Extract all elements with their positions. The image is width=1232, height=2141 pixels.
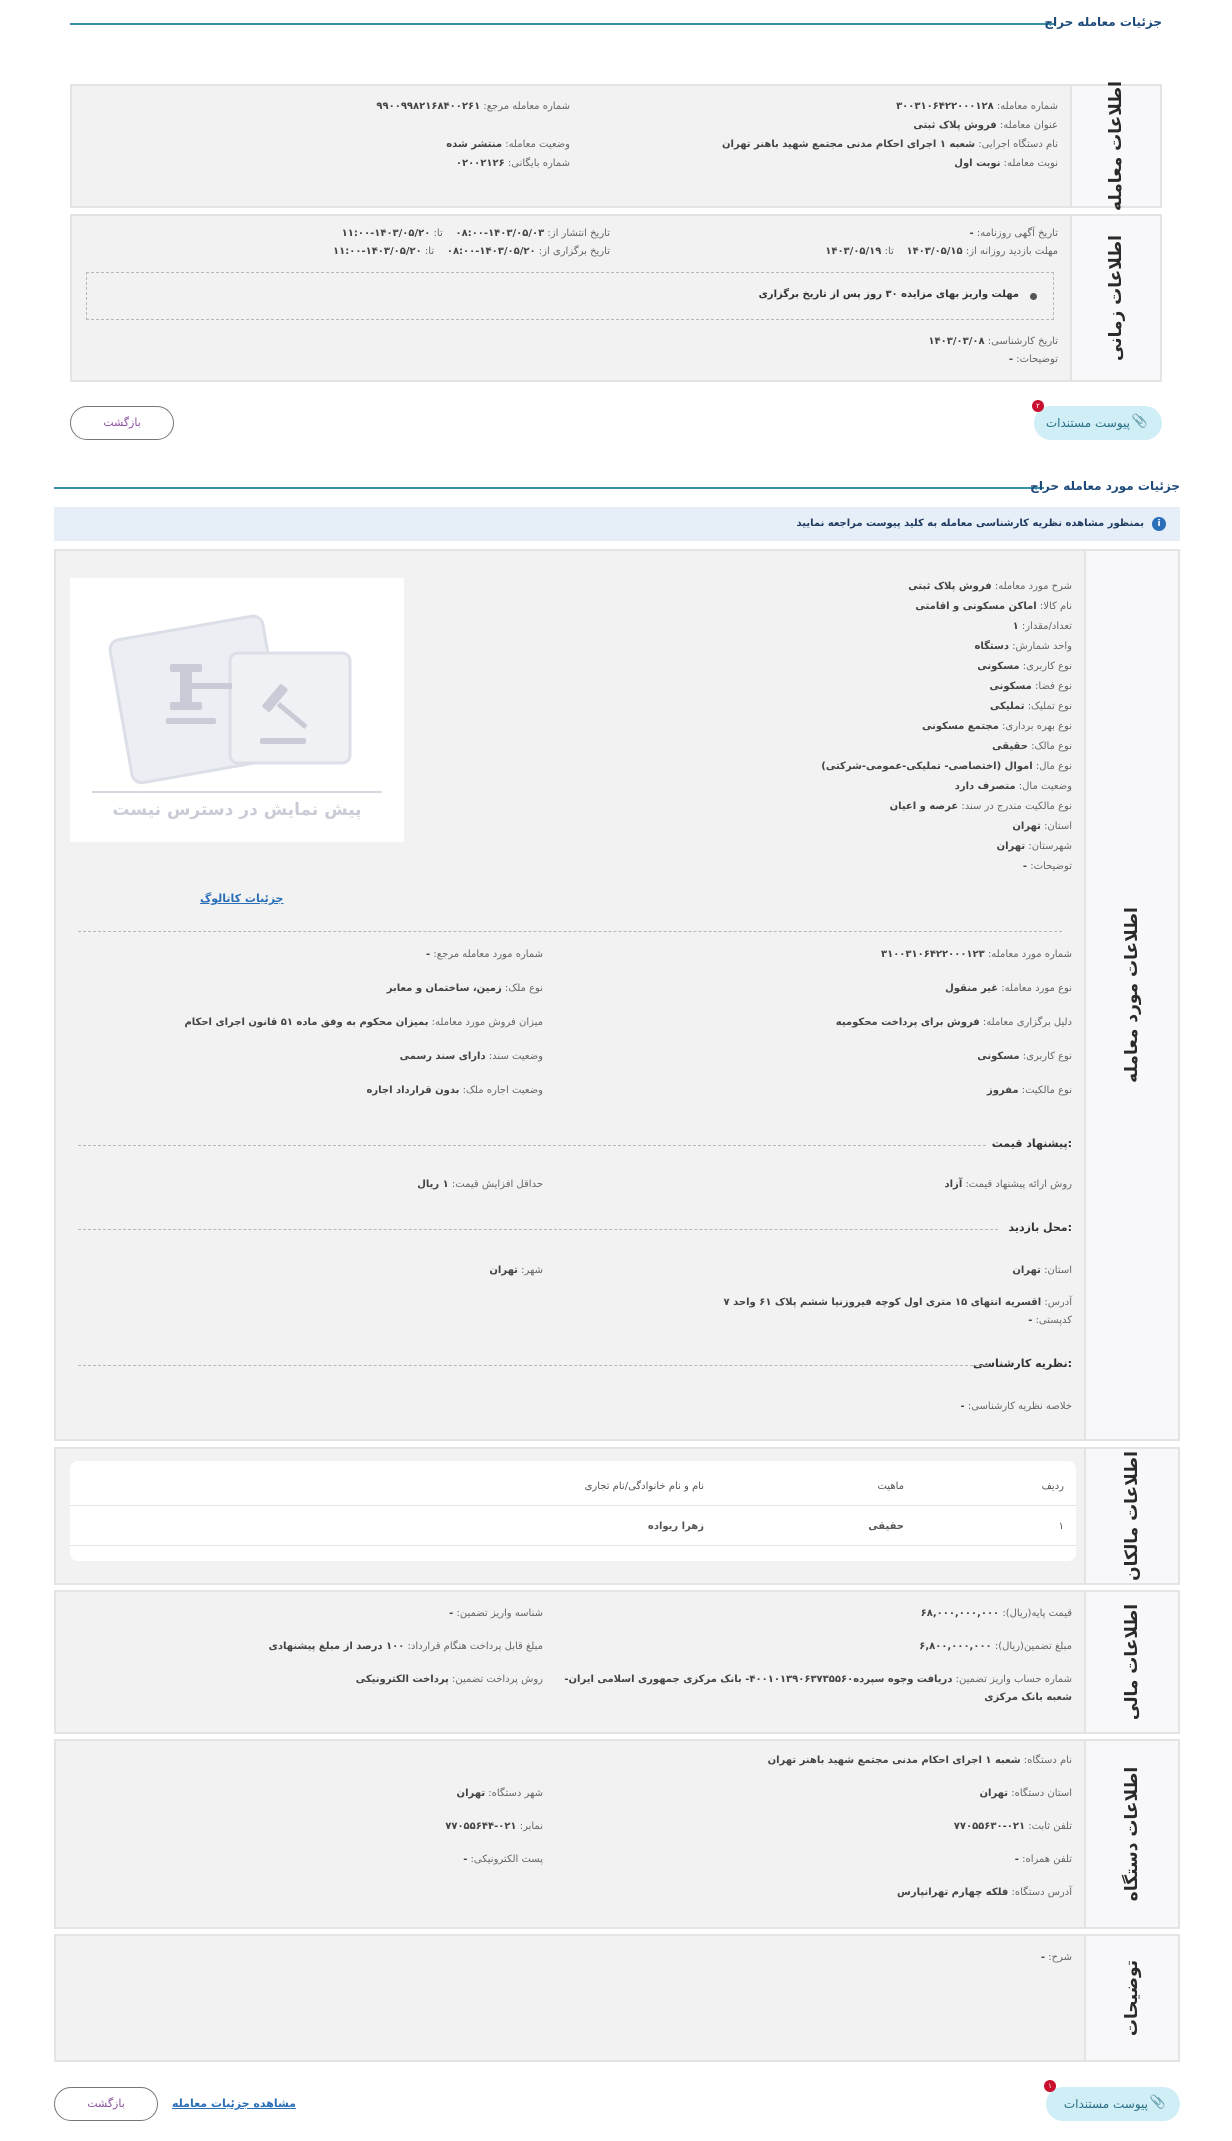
- panel-side-label: اطلاعات مالکان: [1084, 1449, 1178, 1583]
- table-header-type: ماهیت: [877, 1481, 904, 1492]
- field-org-city: شهر دستگاه: تهران: [456, 1788, 543, 1799]
- item-field: وضعیت سند: دارای سند رسمی: [399, 1051, 543, 1062]
- item-info-panel: [54, 549, 1180, 1441]
- table-cell-name: زهرا ریواده: [647, 1521, 704, 1532]
- field-org-province: استان دستگاه: تهران: [979, 1788, 1072, 1799]
- attach-documents-button[interactable]: 📎 پیوست مستندات: [1034, 406, 1162, 440]
- catalog-details-link[interactable]: جزئیات کاتالوگ: [200, 892, 284, 905]
- price-offer-heading: پیشنهاد قیمت:: [991, 1137, 1072, 1150]
- item-property: واحد شمارش: دستگاه: [974, 641, 1072, 652]
- field-guarantee-id: شناسه واریز تضمین: -: [449, 1608, 543, 1619]
- field-transaction-round: نوبت معامله: نوبت اول: [954, 158, 1058, 169]
- item-details-header: [54, 479, 1180, 499]
- field-min-increase: حداقل افزایش قیمت: ۱ ریال: [417, 1179, 543, 1190]
- field-org-email: پست الکترونیکی: -: [463, 1854, 543, 1865]
- table-header-row-number: ردیف: [1041, 1481, 1064, 1492]
- item-property: نوع تملیک: تملیکی: [989, 701, 1072, 712]
- header-line: [54, 487, 1044, 489]
- item-property: شهرستان: تهران: [996, 841, 1072, 852]
- table-cell-row-number: ۱: [1058, 1521, 1064, 1532]
- section-title: جزئیات مورد معامله حراج: [1030, 479, 1180, 493]
- field-guarantee-method: روش پرداخت تضمین: پرداخت الکترونیکی: [355, 1674, 543, 1685]
- table-header-name: نام و نام خانوادگی/نام تجاری: [584, 1481, 704, 1492]
- item-field: شماره مورد معامله مرجع: -: [426, 949, 543, 960]
- notes-panel: [54, 1934, 1180, 2062]
- paperclip-icon: 📎: [1131, 414, 1148, 429]
- field-reference-number: شماره معامله مرجع: ۹۹۰۰۹۹۸۲۱۶۸۴۰۰۲۶۱: [376, 101, 570, 112]
- item-property: توضیحات: -: [1022, 861, 1072, 872]
- view-transaction-details-link[interactable]: مشاهده جزئیات معامله: [172, 2097, 296, 2110]
- info-banner-text: بمنظور مشاهده نظریه کارشناسی معامله به کلید پیوست مراجعه نمایید: [796, 518, 1144, 529]
- item-field: وضعیت اجاره ملک: بدون قرارداد اجاره: [366, 1085, 543, 1096]
- table-cell-type: حقیقی: [868, 1521, 904, 1532]
- item-property: شرح مورد معامله: فروش پلاک ثبتی: [908, 581, 1072, 592]
- item-property: تعداد/مقدار: ۱: [1012, 621, 1072, 632]
- field-transaction-status: وضعیت معامله: منتشر شده: [446, 139, 570, 150]
- field-guarantee-amount: مبلغ تضمین(ریال): ۶,۸۰۰,۰۰۰,۰۰۰: [919, 1641, 1072, 1652]
- back-button[interactable]: بازگشت: [54, 2087, 158, 2121]
- field-postal-code: کدپستی: -: [1028, 1315, 1072, 1326]
- visit-place-heading: محل بازدید:: [1008, 1221, 1072, 1234]
- auction-details-header: [70, 15, 1162, 35]
- field-org-name: نام دستگاه: شعبه ۱ اجرای احکام مدنی مجتمع شهید باهنر تهران: [767, 1755, 1072, 1766]
- info-icon: i: [1152, 517, 1166, 531]
- field-org-address: آدرس دستگاه: فلکه چهارم تهرانپارس: [897, 1887, 1072, 1898]
- item-field: دلیل برگزاری معامله: فروش برای پرداخت محکومیه: [835, 1017, 1072, 1028]
- time-info-panel: [70, 214, 1162, 382]
- org-info-panel: [54, 1739, 1180, 1929]
- table-divider: [70, 1505, 1076, 1506]
- header-line: [70, 23, 1055, 25]
- divider: [78, 931, 1062, 932]
- panel-side-label: اطلاعات زمانی: [1070, 216, 1160, 380]
- panel-side-label: اطلاعات دستگاه: [1084, 1741, 1178, 1927]
- owners-table: [70, 1461, 1076, 1561]
- attach-count-badge: ۱: [1044, 2080, 1056, 2092]
- field-guarantee-branch: شعبه بانک مرکزی: [984, 1692, 1072, 1703]
- field-offer-method: روش ارائه پیشنهاد قیمت: آزاد: [944, 1179, 1072, 1190]
- item-property: نوع فضا: مسکونی: [989, 681, 1072, 692]
- item-field: نوع مورد معامله: غیر منقول: [945, 983, 1072, 994]
- field-visit-city: شهر: تهران: [489, 1265, 543, 1276]
- field-newspaper-date: تاریخ آگهی روزنامه: -: [969, 228, 1058, 239]
- item-property: نام کالا: اماکن مسکونی و اقامتی: [915, 601, 1072, 612]
- item-field: نوع مالکیت: مفروز: [986, 1085, 1072, 1096]
- item-property: نوع کاربری: مسکونی: [977, 661, 1072, 672]
- field-visit-province: استان: تهران: [1012, 1265, 1072, 1276]
- field-org-fax: نمابر: ۰۲۱-۷۷۰۵۵۶۴۴: [445, 1821, 543, 1832]
- payment-note: مهلت واریز بهای مزایده ۳۰ روز پس از تاریخ برگزاری: [758, 289, 1019, 300]
- preview-placeholder: [70, 578, 404, 842]
- panel-side-label: اطلاعات مورد معامله: [1084, 551, 1178, 1439]
- field-org-mobile: تلفن همراه: -: [1014, 1854, 1072, 1865]
- item-property: نوع مال: اموال (اختصاصی- تملیکی-عمومی-شرکتی): [821, 761, 1072, 772]
- appraisal-heading: نظریه کارشناسی:: [973, 1357, 1072, 1370]
- section-title: جزئیات معامله حراج: [1044, 15, 1162, 29]
- attach-count-badge: ۲: [1032, 400, 1044, 412]
- item-property: وضعیت مال: متصرف دارد: [954, 781, 1072, 792]
- field-publish-period: تاریخ انتشار از: ۱۴۰۳/۰۵/۰۳-۰۸:۰۰ تا: ۱۴۰۳/۰۵/۲۰-۱۱:۰۰: [341, 228, 610, 239]
- divider: [78, 1365, 988, 1366]
- payment-note-box: [86, 272, 1054, 320]
- field-appraisal-summary: خلاصه نظریه کارشناسی: -: [960, 1401, 1072, 1412]
- field-description: توضیحات: -: [1008, 354, 1058, 365]
- field-archive-number: شماره بایگانی: ۰۲۰۰۲۱۲۶: [455, 158, 570, 169]
- panel-side-label: اطلاعات معامله: [1070, 86, 1160, 206]
- field-transaction-number: شماره معامله: ۳۰۰۳۱۰۶۴۲۲۰۰۰۱۲۸: [896, 101, 1058, 112]
- panel-side-label: توضیحات: [1084, 1936, 1178, 2060]
- item-field: شماره مورد معامله: ۳۱۰۰۳۱۰۶۴۲۲۰۰۰۱۲۳: [880, 949, 1072, 960]
- field-guarantee-account: شماره حساب واریز تضمین: دریافت وجوه سپرده۴۰۰۱۰۱۳۹۰۶۳۷۳۵۵۶۰- بانک مرکزی جمهوری اسلامی ایران-: [564, 1674, 1072, 1685]
- field-executive-org: نام دستگاه اجرایی: شعبه ۱ اجرای احکام مدنی مجتمع شهید باهنر تهران: [722, 139, 1058, 150]
- field-visit-period: مهلت بازدید روزانه از: ۱۴۰۳/۰۵/۱۵ تا: ۱۴۰۳/۰۵/۱۹: [825, 246, 1058, 257]
- field-visit-address: آدرس: اقسریه انتهای ۱۵ متری اول کوچه فیروزنیا ششم پلاک ۶۱ واحد ۷: [723, 1297, 1072, 1308]
- paperclip-icon: 📎: [1149, 2095, 1166, 2110]
- divider: [78, 1145, 986, 1146]
- item-field: میزان فروش مورد معامله: بمیزان محکوم به وفق ماده ۵۱ قانون اجرای احکام: [184, 1017, 543, 1028]
- field-appraisal-date: تاریخ کارشناسی: ۱۴۰۳/۰۳/۰۸: [928, 336, 1058, 347]
- field-notes-desc: شرح: -: [1040, 1952, 1072, 1963]
- field-hold-period: تاریخ برگزاری از: ۱۴۰۳/۰۵/۲۰-۰۸:۰۰ تا: ۱۴۰۳/۰۵/۲۰-۱۱:۰۰: [333, 246, 610, 257]
- table-divider: [70, 1545, 1076, 1546]
- transaction-info-panel: [70, 80, 1162, 212]
- field-transaction-title: عنوان معامله: فروش پلاک ثبتی: [913, 120, 1058, 131]
- divider: [78, 1229, 998, 1230]
- item-field: نوع کاربری: مسکونی: [977, 1051, 1072, 1062]
- item-property: نوع مالک: حقیقی: [992, 741, 1072, 752]
- bullet-icon: [1030, 293, 1037, 300]
- owners-panel: [54, 1447, 1180, 1585]
- field-contract-payable: مبلغ قابل پرداخت هنگام قرارداد: ۱۰۰ درصد از مبلغ پیشنهادی: [268, 1641, 543, 1652]
- item-field: نوع ملک: زمین، ساختمان و معابر: [386, 983, 543, 994]
- back-button[interactable]: بازگشت: [70, 406, 174, 440]
- item-property: استان: تهران: [1012, 821, 1072, 832]
- preview-unavailable-text: پیش نمایش در دسترس نیست: [112, 800, 362, 820]
- field-org-phone: تلفن ثابت: ۰۲۱-۷۷۰۵۵۶۳۰: [953, 1821, 1072, 1832]
- field-base-price: قیمت پایه(ریال): ۶۸,۰۰۰,۰۰۰,۰۰۰: [920, 1608, 1072, 1619]
- item-property: نوع بهره برداری: مجتمع مسکونی: [922, 721, 1072, 732]
- item-property: نوع مالکیت مندرج در سند: عرصه و اعیان: [889, 801, 1072, 812]
- financial-panel: [54, 1590, 1180, 1734]
- panel-side-label: اطلاعات مالی: [1084, 1592, 1178, 1732]
- attach-documents-button[interactable]: 📎 پیوست مستندات: [1046, 2087, 1180, 2121]
- info-banner: [54, 507, 1180, 541]
